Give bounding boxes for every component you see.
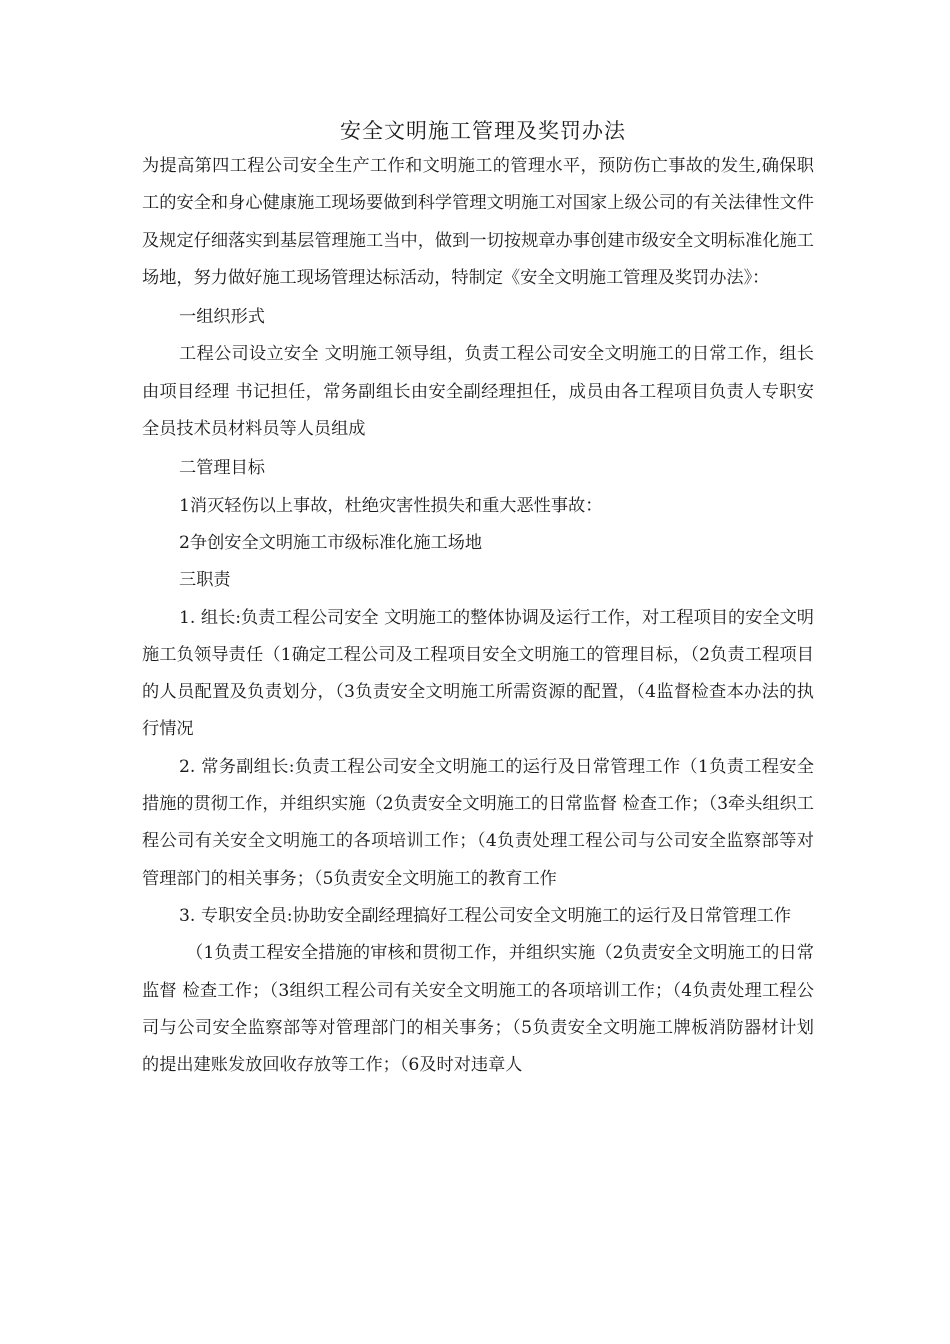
section-heading-goals: 二管理目标: [179, 458, 265, 479]
duty-deputy-leader: 2. 常务副组长:负责工程公司安全文明施工的运行及日常管理工作（1负责工程安全措施的贯彻工作，并组织实施（2负责安全文明施工的日常监督 检查工作；（3牵头组织工程公司有关安全文明施工的各项培训工作；（4负责处理工程公司与公司安全监察部等对管理部门的相关事务；（5负责安全文明施工的教育工作: [142, 756, 814, 889]
organization-paragraph: 工程公司设立安全 文明施工领导组，负责工程公司安全文明施工的日常工作，组长由项目经理 书记担任，常务副组长由安全副经理担任，成员由各工程项目负责人专职安全员技术员材料员等人员组成: [142, 344, 814, 440]
duty-team-leader: 1. 组长:负责工程公司安全 文明施工的整体协调及运行工作，对工程项目的安全文明施工负领导责任（1确定工程公司及工程项目安全文明施工的管理目标，（2负责工程项目的人员配置及负责划分，（3负责安全文明施工所需资源的配置，（4监督检查本办法的执行情况: [142, 607, 814, 740]
intro-paragraph: 为提高第四工程公司安全生产工作和文明施工的管理水平，预防伤亡事故的发生,确保职工的安全和身心健康施工现场要做到科学管理文明施工对国家上级公司的有关法律性文件及规定仔细落实到基层管理施工当中，做到一切按规章办事创建市级安全文明标准化施工场地，努力做好施工现场管理达标活动，特制定《安全文明施工管理及奖罚办法》：: [142, 156, 814, 288]
goal-item-1: 1消灭轻伤以上事故，杜绝灾害性损失和重大恶性事故：: [179, 495, 603, 516]
duty-safety-officer: 3. 专职安全员:协助安全副经理搞好工程公司安全文明施工的运行及日常管理工作: [179, 905, 792, 926]
section-heading-duties: 三职责: [179, 570, 231, 591]
duty-safety-officer-details: （1负责工程安全措施的审核和贯彻工作，并组织实施（2负责安全文明施工的日常监督 检查工作；（3组织工程公司有关安全文明施工的各项培训工作；（4负责处理工程公司与公司安全监察部等对管理部门的相关事务；（5负责安全文明施工牌板消防器材计划的提出建账发放回收存放等工作；（6及时对违章人: [142, 943, 814, 1076]
document-title: 安全文明施工管理及奖罚办法: [340, 119, 626, 143]
document-body: [142, 114, 814, 1084]
goal-item-2: 2争创安全文明施工市级标准化施工场地: [179, 532, 483, 553]
section-heading-organization: 一组织形式: [179, 307, 265, 328]
